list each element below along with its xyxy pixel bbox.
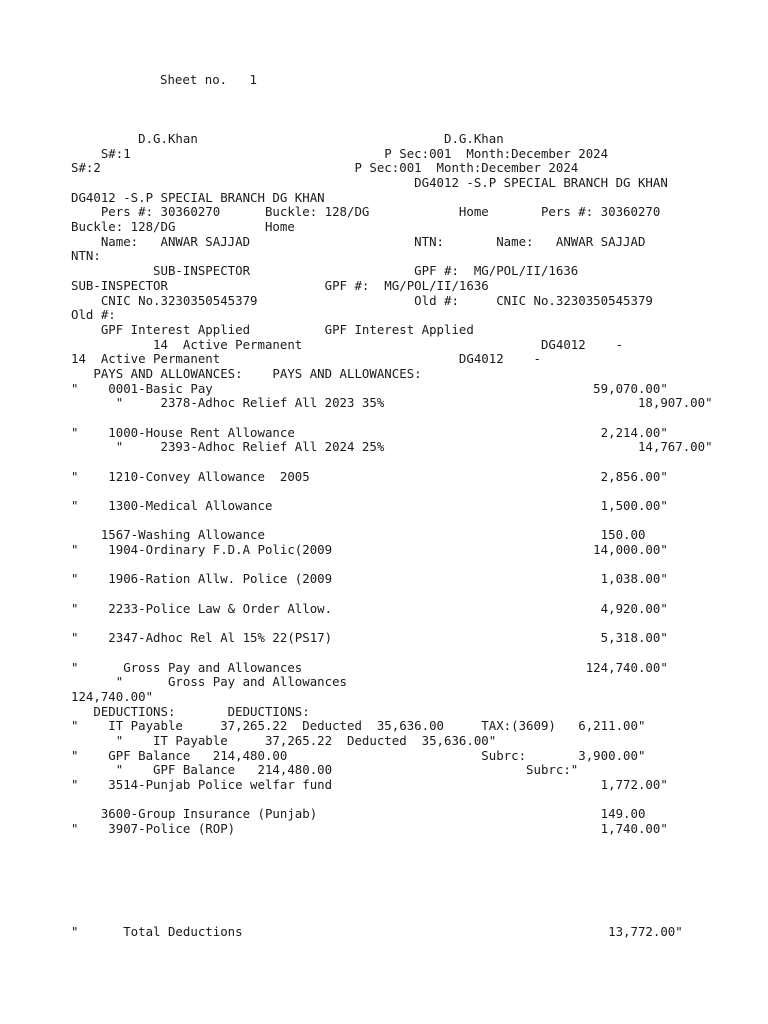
- slip-line: " Total Deductions 13,772.00": [71, 923, 683, 939]
- slip-line: SUB-INSPECTOR GPF #: MG/POL/II/1636: [71, 277, 489, 293]
- slip-line: DG4012 -S.P SPECIAL BRANCH DG KHAN: [71, 189, 325, 205]
- slip-line: 3600-Group Insurance (Punjab) 149.00: [71, 806, 646, 822]
- slip-line: S#:1 P Sec:001 Month:December 2024: [71, 145, 609, 161]
- slip-line: " 3907-Police (ROP) 1,740.00": [71, 821, 668, 836]
- slip-line: " 2233-Police Law & Order Allow. 4,920.00": [71, 600, 668, 616]
- slip-line: Name: ANWAR SAJJAD NTN: Name: ANWAR SAJJAD: [71, 233, 646, 249]
- slip-line: " 1210-Convey Allowance 2005 2,856.00": [71, 468, 668, 484]
- slip-line: CNIC No.3230350545379 Old #: CNIC No.3230350545379: [71, 292, 653, 308]
- slip-line: " Gross Pay and Allowances 124,740.00": [71, 659, 668, 675]
- slip-line: D.G.Khan D.G.Khan: [71, 131, 504, 146]
- slip-line: Buckle: 128/DG Home: [71, 219, 295, 235]
- slip-line: " 1904-Ordinary F.D.A Polic(2009 14,000.00": [71, 542, 668, 557]
- slip-line: GPF Interest Applied GPF Interest Applied: [71, 321, 474, 337]
- slip-line: NTN:: [71, 248, 101, 264]
- slip-line: " IT Payable 37,265.22 Deducted 35,636.00 TAX:(3609) 6,211.00": [71, 718, 646, 734]
- slip-line: S#:2 P Sec:001 Month:December 2024: [71, 160, 579, 176]
- slip-line: 14 Active Permanent DG4012 -: [71, 351, 541, 367]
- slip-line: " 3514-Punjab Police welfar fund 1,772.00": [71, 776, 668, 792]
- slip-line: " Gross Pay and Allowances: [71, 674, 348, 690]
- slip-line: " 1000-House Rent Allowance 2,214.00": [71, 424, 668, 440]
- slip-line: " 2378-Adhoc Relief All 2023 35% 18,907.00": [71, 395, 713, 411]
- slip-line: PAYS AND ALLOWANCES: PAYS AND ALLOWANCES:: [71, 365, 422, 381]
- slip-line: " GPF Balance 214,480.00 Subrc: 3,900.00": [71, 747, 646, 763]
- slip-line: " 1906-Ration Allw. Police (2009 1,038.00": [71, 571, 668, 587]
- slip-line: 124,740.00": [71, 688, 154, 704]
- sheet-number: Sheet no. 1: [160, 72, 257, 87]
- slip-line: DG4012 -S.P SPECIAL BRANCH DG KHAN: [71, 175, 668, 190]
- slip-line: " 2393-Adhoc Relief All 2024 25% 14,767.00": [71, 439, 713, 455]
- slip-line: SUB-INSPECTOR GPF #: MG/POL/II/1636: [71, 263, 579, 279]
- slip-line: " IT Payable 37,265.22 Deducted 35,636.00": [71, 732, 497, 748]
- slip-line: " 2347-Adhoc Rel Al 15% 22(PS17) 5,318.00": [71, 630, 668, 646]
- slip-line: " 1300-Medical Allowance 1,500.00": [71, 498, 668, 513]
- slip-line: " GPF Balance 214,480.00 Subrc:": [71, 762, 579, 778]
- slip-line: " 0001-Basic Pay 59,070.00": [71, 380, 668, 396]
- slip-line: Pers #: 30360270 Buckle: 128/DG Home Pers #: 30360270: [71, 204, 661, 220]
- slip-line: 1567-Washing Allowance 150.00: [71, 527, 646, 543]
- slip-line: 14 Active Permanent DG4012 -: [71, 336, 624, 352]
- slip-line: DEDUCTIONS: DEDUCTIONS:: [71, 703, 310, 719]
- slip-line: Old #:: [71, 307, 116, 323]
